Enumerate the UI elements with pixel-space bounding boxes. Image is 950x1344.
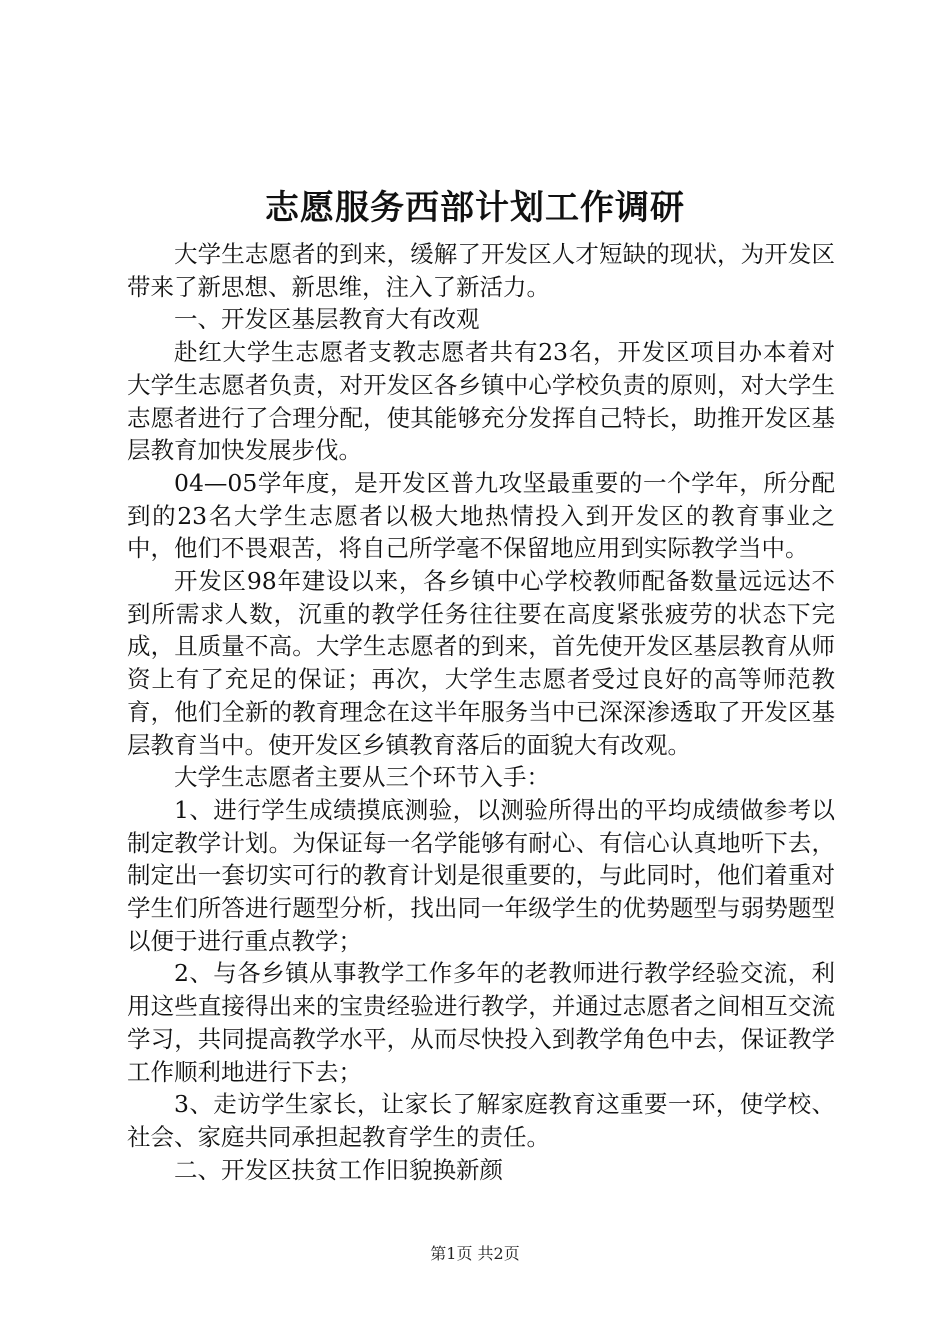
section-heading-2: 二、开发区扶贫工作旧貌换新颜 <box>174 1155 503 1184</box>
paragraph: 开发区98年建设以来，各乡镇中心学校教师配备数量远远达不到所需求人数，沉重的教学任务往往要在高度紧张疲劳的状态下完成，且质量不高。大学生志愿者的到来，首先使开发区基层教育从师资上有了充足的保证；再次，大学生志愿者受过良好的高等师范教育，他们全新的教育理念在这半年服务当中已深深渗透取了开发区基层教育当中。使开发区乡镇教育落后的面貌大有改观。 <box>127 567 835 759</box>
paragraph-intro: 大学生志愿者的到来，缓解了开发区人才短缺的现状，为开发区带来了新思想、新思维，注入了新活力。 <box>127 240 835 301</box>
list-item: 1、进行学生成绩摸底测验，以测验所得出的平均成绩做参考以制定教学计划。为保证每一名学能够有耐心、有信心认真地听下去，制定出一套切实可行的教育计划是很重要的，与此同时，他们着重对学生们所答进行题型分析，找出同一年级学生的优势题型与弱势题型以便于进行重点教学； <box>127 795 835 955</box>
paragraph: 大学生志愿者主要从三个环节入手： <box>174 763 550 792</box>
paragraph: 04—05学年度，是开发区普九攻坚最重要的一个学年，所分配到的23名大学生志愿者以极大地热情投入到开发区的教育事业之中，他们不畏艰苦，将自己所学毫不保留地应用到实际教学当中。 <box>127 468 835 563</box>
paragraph: 赴红大学生志愿者支教志愿者共有23名，开发区项目办本着对大学生志愿者负责，对开发区各乡镇中心学校负责的原则，对大学生志愿者进行了合理分配，使其能够充分发挥自己特长，助推开发区基层教育加快发展步伐。 <box>127 338 835 465</box>
list-item: 3、走访学生家长，让家长了解家庭教育这重要一环，使学校、社会、家庭共同承担起教育学生的责任。 <box>127 1090 835 1151</box>
page-number: 第1页 共2页 <box>430 1244 520 1263</box>
document-title: 志愿服务西部计划工作调研 <box>265 188 685 228</box>
section-heading-1: 一、开发区基层教育大有改观 <box>174 305 480 334</box>
list-item: 2、与各乡镇从事教学工作多年的老教师进行教学经验交流，利用这些直接得出来的宝贵经验进行教学，并通过志愿者之间相互交流学习，共同提高教学水平，从而尽快投入到教学角色中去，保证教学工作顺利地进行下去； <box>127 959 835 1086</box>
document-body <box>127 238 835 1186</box>
